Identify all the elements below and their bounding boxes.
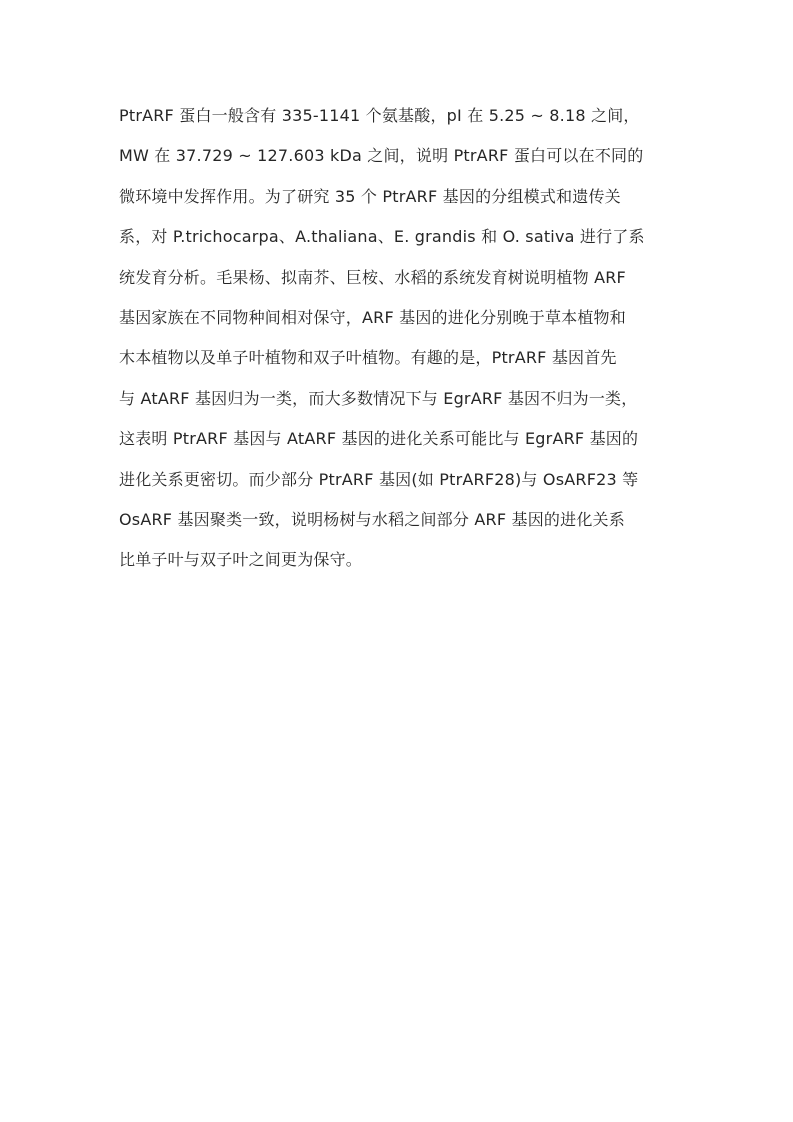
text-line: 木本植物以及单子叶植物和双子叶植物。有趣的是，PtrARF 基因首先 [119, 348, 617, 368]
text-line: PtrARF 蛋白一般含有 335-1141 个氨基酸，pI 在 5.25 ~ 8.18 之间， [119, 106, 640, 125]
text-line: OsARF 基因聚类一致，说明杨树与水稻之间部分 ARF 基因的进化关系 [119, 509, 625, 529]
text-line: MW 在 37.729 ~ 127.603 kDa 之间，说明 PtrARF 蛋白可以在不同的 [119, 146, 644, 166]
text-line: 比单子叶与双子叶之间更为保守。 [119, 550, 363, 570]
text-line: 这表明 PtrARF 基因与 AtARF 基因的进化关系可能比与 EgrARF 基因的 [119, 429, 639, 449]
text-line: 与 AtARF 基因归为一类，而大多数情况下与 EgrARF 基因不归为一类， [119, 388, 638, 408]
text-line: 系，对 P.trichocarpa、A.thaliana、E. grandis 和 O. sativa 进行了系 [119, 227, 645, 247]
text-line: 基因家族在不同物种间相对保守，ARF 基因的进化分别晚于草本植物和 [119, 307, 626, 327]
text-line: 微环境中发挥作用。为了研究 35 个 PtrARF 基因的分组模式和遗传关 [119, 186, 621, 206]
text-line: 统发育分析。毛果杨、拟南芥、巨桉、水稻的系统发育树说明植物 ARF [119, 267, 626, 287]
text-line: 进化关系更密切。而少部分 PtrARF 基因(如 PtrARF28)与 OsARF23 等 [119, 469, 639, 489]
body-paragraph [119, 102, 679, 587]
